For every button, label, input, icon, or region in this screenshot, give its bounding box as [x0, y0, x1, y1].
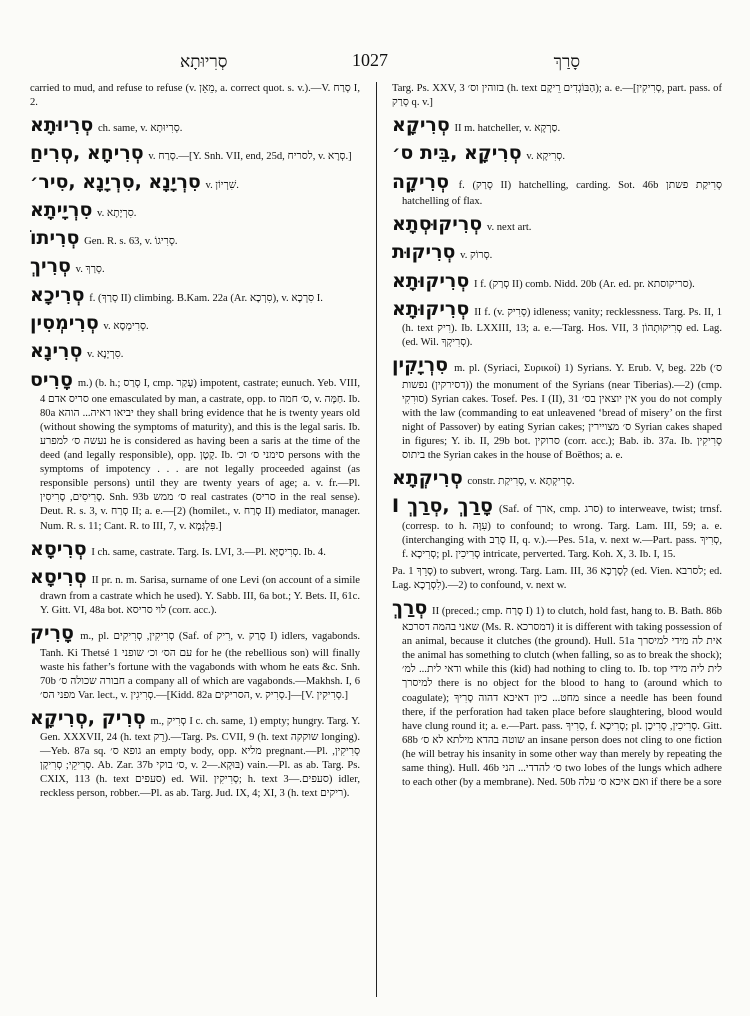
entry-text: f. (סְרַךְ II) climbing. B.Kam. 22a (Ar. סִרְכָא), v. סִרְכָא I.: [89, 292, 323, 304]
page-header: [30, 50, 710, 76]
entry-text: II (preced.; cmp. סְרַח I) 1) to clutch, hold fast, hang to. B. Bath. 86b שאני בהמה דסרכא (Ms. R. דמסרכא) it is different with taking possession of an animal, because it clutches (the ground). Hull. 51a אית לה מידי למיסרך the animal has something to clutch (when falling, so as to break the shock); ודאי לית... למ׳ while this (kid) had nothing to cling to. Ib. top לית ליה מידי למיסרך there is no object for the blood to hang to (around which to coagulate); מחט... כיון דאיכא דהוה סָרִיךְ since a needle has been found there, if the perforation had taken place before slaughtering, blood would have clung round it; a. e.—Part. pass. סְרִיךְ, f. סְרִיכָא; pl. סְרִיכִין, סְרִיכָן. Gitt. 68b שוטה בהדא מילתא לא ס׳ an insane person does not cling to one fiction (he will betray his insanity in some other way than merely by repeating the same thing). Hull. 46b ס׳ להדדי... הני two lobes of the lungs which adhere to each other (by a membrane). Ned. 50b ואם איכא ס׳ עלה if there be a sore: [402, 605, 722, 789]
entry-lemma: סְרִיקָה: [392, 170, 449, 193]
page-number: 1027: [352, 50, 388, 70]
entry-text: v. סְרוֹק.: [460, 250, 493, 262]
dictionary-entry: [392, 170, 722, 209]
entry-text: (Saf. of ארך, cmp. סרג) to interweave, twist; trnsf. (corresp. to h. עִוָּה) to confound; to wrong. Targ. Lam. III, 59; a. e. (interchanging with סְרַב II, q. v.).—Pes. 51a, v. next w.—Part. pass. סְרִיךְ, f. סְרִיכָא; pl. סְרִיכִין intricate, perverted. Targ. Koh. X, 3. Ib. I, 15.: [402, 504, 722, 560]
dictionary-entry: [392, 494, 722, 562]
entry-text: v. סְרִיקָא.: [526, 151, 565, 163]
entry-text: II m. hatcheller, v. סַרְקָא.: [454, 123, 561, 135]
entry-text: I f. (סְרַק II) comb. Nidd. 20b (Ar. ed. pr. סריקוסתא).: [473, 278, 695, 290]
entry-lemma: סְרִיסָא: [30, 565, 87, 588]
entry-lemma: סְרִיק ,סְרִיקָא: [30, 706, 146, 729]
entry-lemma: סְרַךְ: [392, 596, 428, 619]
entry-lemma: סְרִיקָא ,בֵּית ס׳: [392, 142, 522, 165]
entry-text: v. סְרַךְ.: [75, 264, 105, 276]
entry-lemma: סָרִיק: [30, 622, 74, 645]
entry-text: I ch. same, castrate. Targ. Is. LVI, 3.—Pl. סְרִיסַיָּא. Ib. 4.: [91, 546, 326, 558]
dictionary-entry: [392, 82, 722, 110]
dictionary-entry: [30, 706, 360, 802]
entry-text: II pr. n. m. Sarisa, surname of one Levi (on account of a simile drawn from a castrate which he used). Y. Sabb. III, 6a bot.; Y. Bets. II, 61c. Y. Gitt. VI, 48a bot. לוי סריסא (corr. acc.).: [40, 574, 360, 617]
entry-lemma: סְרִיקוּסְתָא: [392, 213, 483, 236]
entry-lemma: סִרְיָיתָא: [30, 198, 93, 221]
dictionary-entry: [30, 537, 360, 562]
entry-lemma: סִרְיָנָא ,סִרְיָנָא ,סִיר׳: [30, 170, 201, 193]
entry-text: ch. same, v. סְרִיוּתָא.: [97, 123, 183, 135]
dictionary-entry: [392, 269, 722, 294]
dictionary-entry: [30, 311, 360, 336]
dictionary-entry: [392, 240, 722, 265]
entry-text: constr. סְרִיקַת, v. סְרִיקְתָא.: [467, 475, 575, 487]
entry-text: m., סְרִיק I c. ch. same, 1) empty; hungry. Targ. Y. Gen. XXXVII, 24 (h. text רֵק).—Targ. Ps. CVII, 9 (h. text שוקקה longing).—Yeb. 87a sq. גופא ס׳ an empty body, opp. מליא pregnant.—Pl. סְרִיקִין, סְרִיקֵי; סְרִיקָן. Ab. Zar. 37b ס׳ בוקי, v. בּוּקָא.—2) vain.—Pl. as ab. Targ. Ps. CXIX, 113 (h. text סעפים) ed. Wil. סְרִיקִין; h. text סעפים.—3) idler, reckless person, robber.—Pl. as ab. Targ. Jud. IX, 4; XI, 3 (h. text ריקים).: [40, 715, 360, 800]
entry-text: v. סְרַח.—[Y. Snh. VII, end, 25d, לסריח, v. סְרָא.]: [148, 151, 352, 163]
entry-text: carried to mud, and refuse to refuse (v. מֵאֵן, a. correct quot. s. v.).—V. סְרַח I, 2.: [30, 83, 360, 109]
left-running-headword: סְרִיוּתָא: [180, 52, 228, 71]
entry-lemma: סְרִיסָא: [30, 537, 87, 560]
entry-text: m. pl. (Syriaci, Συρικοί) 1) Syrians. Y. Erub. V, beg. 22b (ס׳ (דסירקין) נפשות) the monument of the Syrians (near Tiberias).—2) (cmp. סוּרִקִי) Syrian cakes. Tosef. Pes. I (II), 31 אין יוצאין בס׳ you do not comply with the law (commanding to eat unleavened ‘bread of misery’ on the first night of Passover) by eating Syrian cakes; ס׳ מצויירין Syrian cakes shaped in figures; Y. ib. II, 29b bot. סרוקין (corr. acc.); Bab. ib. 37a. Ib. סְרִיקִין ביתוס the Syrian cakes in the house of Boëthos; a. e.: [402, 363, 722, 461]
dictionary-entry: [392, 565, 722, 593]
dictionary-entry: [30, 283, 360, 308]
entry-text: v. שִׁרְיוֹן.: [205, 179, 239, 191]
dictionary-entry: [392, 353, 722, 463]
dictionary-entry: [30, 565, 360, 618]
dictionary-entry: [30, 113, 360, 138]
dictionary-entry: [392, 297, 722, 350]
entry-text: Gen. R. s. 63, v. סְרִיגוֹ.: [84, 236, 178, 248]
column-divider: [376, 82, 377, 997]
dictionary-entry: [30, 82, 360, 110]
dictionary-entry: [30, 368, 360, 534]
entry-text: v. סִרְיָנָא.: [87, 349, 124, 361]
dictionary-entry: [30, 339, 360, 364]
dictionary-entry: [30, 141, 360, 166]
dictionary-entry: [30, 198, 360, 223]
entry-lemma: סְרִיכָא: [30, 283, 85, 306]
entry-text: m., pl. סְרִיקִין, סְרִיקִים (Saf. of רִיק, v. סְרַק I) idlers, vagabonds. Tanh. Ki Thetsé 1 עם הס׳ וכ׳ שופני for he (the rebellious son) will finally waste his father’s fortune with the vagabonds with whom he eats &c. Snh. 70b חבורה שכולה ס׳ a company all of which are vagabonds.—Makhsh. I, 6 מפני הס׳ Var. lect., v. סְרִיגִין.—[Kidd. 82a הסריקים, v. סְרִיק.]—[V. סְרִיקִין.]: [40, 631, 360, 701]
left-column: [30, 82, 360, 1004]
entry-lemma: סְרִינָא: [30, 340, 83, 363]
dictionary-entry: [30, 254, 360, 279]
entry-text: Pa. סָרֵךְ 1) to subvert, wrong. Targ. Lam. III, 36 לְסָרָכָא (ed. Vien. לסרבא; ed. Lag. לִסְרָכָא).—2) to confound, v. next w.: [392, 565, 722, 591]
dictionary-entry: [30, 170, 360, 195]
dictionary-entry: [392, 596, 722, 790]
entry-lemma: סְרִיקָא: [392, 114, 450, 137]
entry-lemma: סְרִיךְ: [30, 255, 71, 278]
entry-lemma: סְרִיקוּתָא: [392, 269, 470, 292]
entry-text: f. (סְרַק II) hatchelling, carding. Sot. 46b סְרִיקַת פשתן hatchelling of flax.: [402, 179, 722, 207]
entry-lemma: סְרִיקְתָא: [392, 466, 463, 489]
dictionary-entry: [30, 621, 360, 703]
entry-lemma: סְרִיוּתָא: [30, 114, 94, 137]
dictionary-entry: [392, 141, 722, 166]
entry-lemma: סְרִיקוּתָא: [392, 297, 470, 320]
right-column: [392, 82, 722, 1004]
entry-lemma: סְרִיתוֹ: [30, 227, 80, 250]
entry-text: v. next art.: [486, 222, 532, 234]
dictionary-entry: [392, 212, 722, 237]
entry-lemma: סָרִיס: [30, 368, 73, 391]
entry-lemma: סְרִיחָא ,סְרִיחַ: [30, 142, 144, 165]
entry-lemma: סְרִימְסִין: [30, 312, 99, 335]
entry-text: II f. (v. סְרִיק) idleness; vanity; recklessness. Targ. Ps. II, 1 (h. text רִיק). Ib. LXXIII, 13; a. e.—Targ. Hos. VII, 3 סְרִיקוּתְהוֹן ed. Lag. (ed. Wil. סְרִיקְךָ).: [402, 306, 722, 349]
dictionary-entry: [392, 113, 722, 138]
dictionary-entry: [30, 226, 360, 251]
entry-lemma: סִרְיָקִין: [392, 354, 449, 377]
dictionary-entry: [392, 466, 722, 491]
entry-lemma: סְרִיקוּת: [392, 241, 456, 264]
entry-text: v. סְרִימְסָא.: [103, 321, 149, 333]
entry-lemma: סָרַךְ ,סְרַךְ I: [392, 495, 493, 518]
entry-text: v. סִרְיָתָא.: [97, 207, 137, 219]
entry-text: Targ. Ps. XXV, 3 בזוהין וס׳ (h. text הַבּוֹגְדִים רֵיקָם); a. e.—[סְרִיקִין, part. pass. of סְרַק q. v.]: [392, 83, 722, 109]
entry-text: m.) (b. h.; סְרַס I, cmp. עָקַר) impotent, castrate; eunuch. Yeb. VIII, 4 סריס אדם one emasculated by man, a castrate, opp. to ס׳ חמה, v. חַמָּה. Ib. 80a יביאו ראיה... הוהא they shall bring evidence that he is twenty years old (without showing the symptoms of maturity), and this is the legal saris. Ib. נעשה ס׳ למפרע he is considered as having been a saris at the time of the deed (and legally responsible), opp. קָטָן. Ib. סימני ס׳ וכ׳ persons with the symptoms of impotency . . . are not legally proceeded against (as responsible persons) until they are twenty years of age; a. v. fr.—Pl. סָרִיסִים, סָרִיסִין. Snh. 93b ס׳ ממש real castrates (סריס in the real sense). Deut. R. s. 3, v. סְרַח II; a. e.—[2) (homilet., v. סְרַח II) mediator, manager. Num. R. s. 11; Cant. R. to III, 7, v. פִּלְגְּמָא.]: [40, 377, 360, 532]
right-running-headword: סָרַךְ: [553, 52, 580, 71]
